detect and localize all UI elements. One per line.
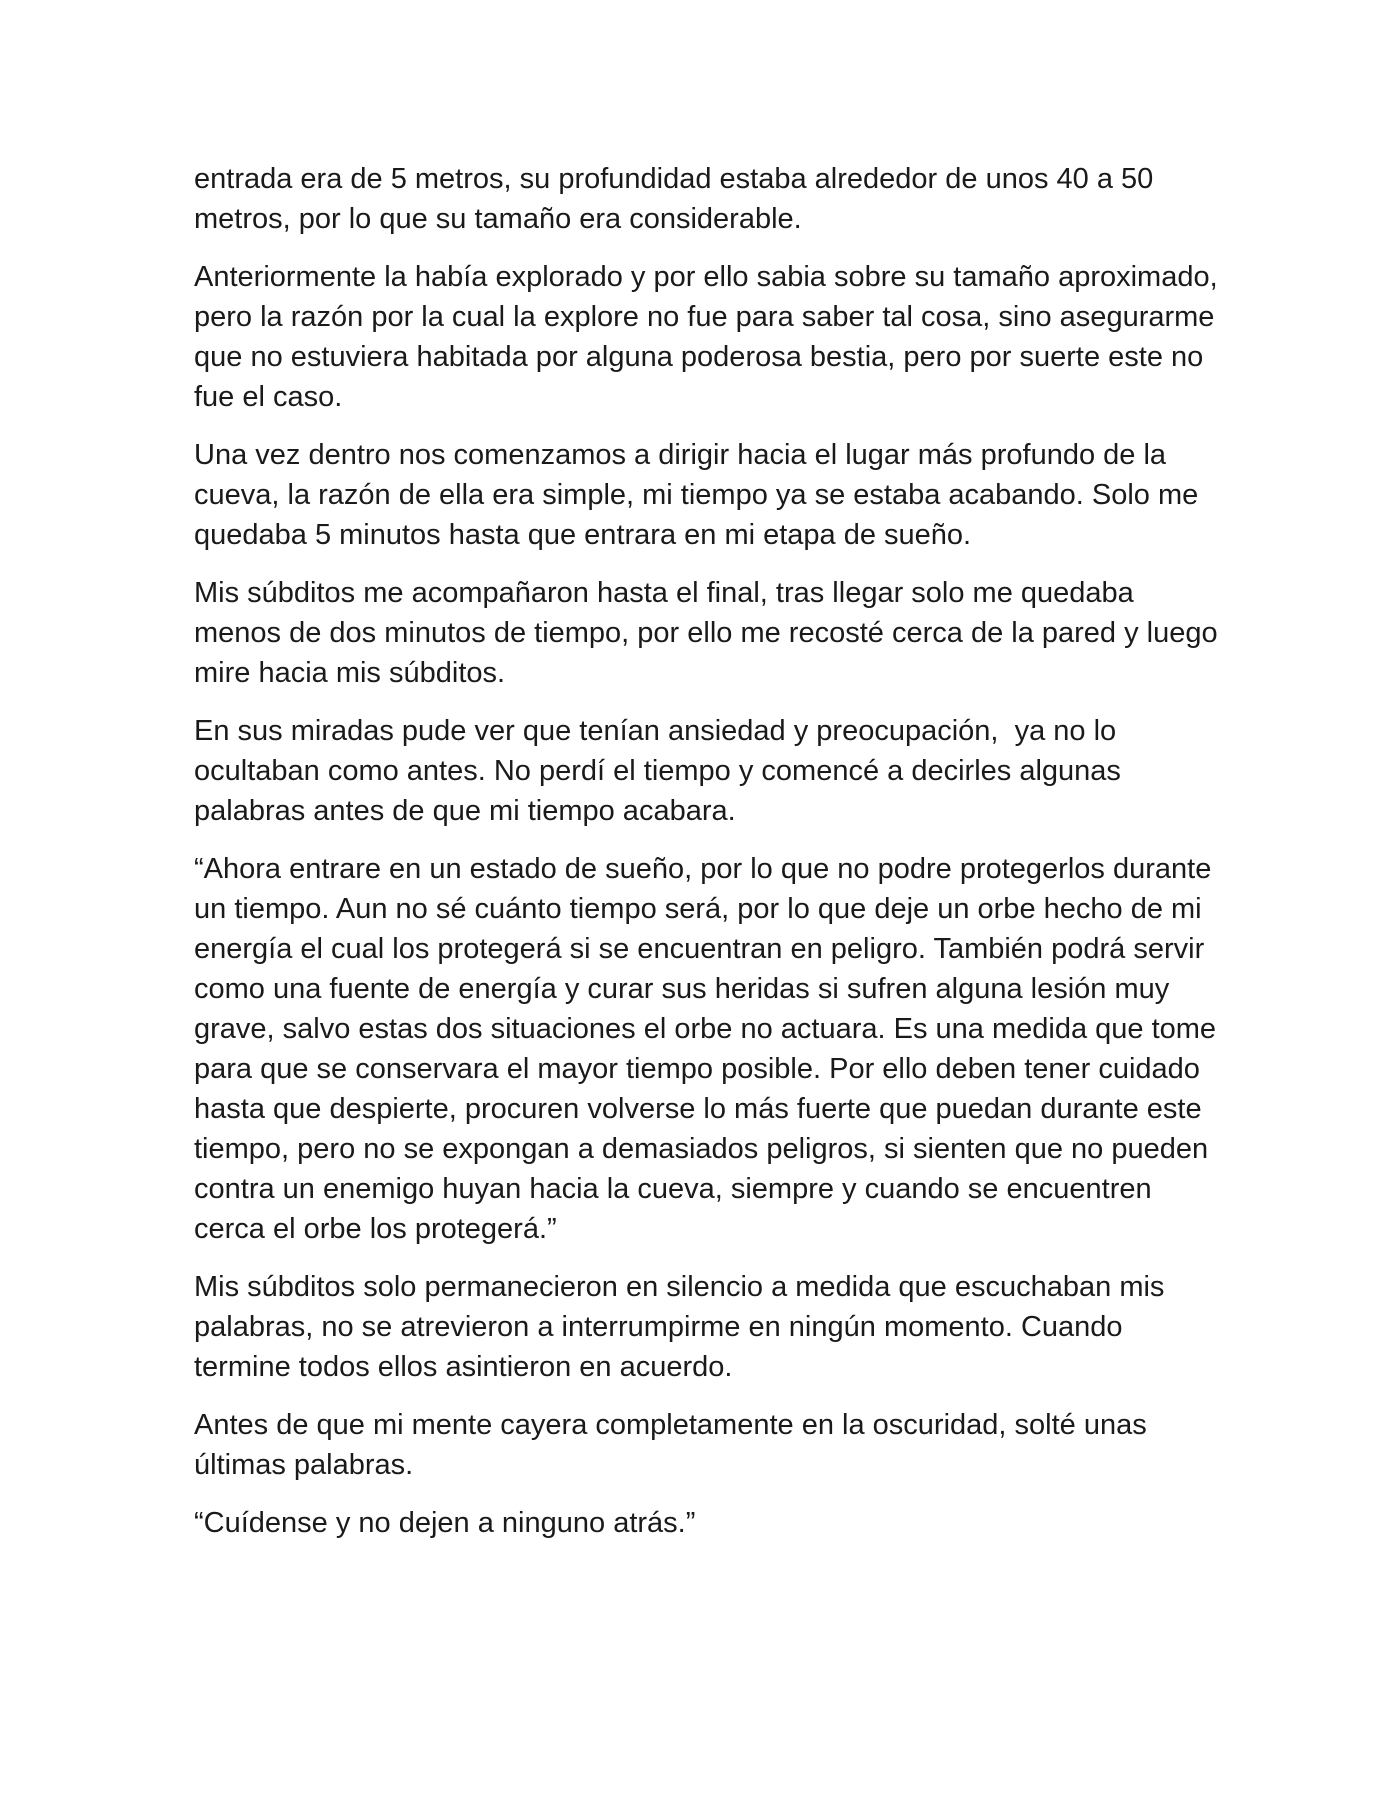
paragraph-6: “Ahora entrare en un estado de sueño, por lo que no podre protegerlos durante un tiempo. Aun no sé cuánto tiempo será, por lo que deje un orbe hecho de mi energía el cual los protegerá si se encuentran en peligro. También podrá servir como una fuente de energía y curar sus heridas si sufren alguna lesión muy grave, salvo estas dos situaciones el orbe no actuara. Es una medida que tome para que se conservara el mayor tiempo posible. Por ello deben tener cuidado hasta que despierte, procuren volverse lo más fuerte que puedan durante este tiempo, pero no se expongan a demasiados peligros, si sienten que no pueden contra un enemigo huyan hacia la cueva, siempre y cuando se encuentren cerca el orbe los protegerá.” xyxy=(194,853,1225,1245)
paragraph-5: En sus miradas pude ver que tenían ansiedad y preocupación, ya no lo ocultaban como antes. No perdí el tiempo y comencé a decirles algunas palabras antes de que mi tiempo acabara. xyxy=(194,715,1129,827)
paragraph-1: entrada era de 5 metros, su profundidad estaba alrededor de unos 40 a 50 metros, por lo que su tamaño era considerable. xyxy=(194,163,1162,235)
document-body xyxy=(194,159,1224,1561)
paragraph-4: Mis súbditos me acompañaron hasta el final, tras llegar solo me quedaba menos de dos minutos de tiempo, por ello me recosté cerca de la pared y luego mire hacia mis súbditos. xyxy=(194,577,1226,689)
paragraph-9: “Cuídense y no dejen a ninguno atrás.” xyxy=(194,1507,696,1539)
paragraph-3: Una vez dentro nos comenzamos a dirigir hacia el lugar más profundo de la cueva, la razón de ella era simple, mi tiempo ya se estaba acabando. Solo me quedaba 5 minutos hasta que entrara en mi etapa de sueño. xyxy=(194,439,1207,551)
paragraph-2: Anteriormente la había explorado y por ello sabia sobre su tamaño aproximado, pero la razón por la cual la explore no fue para saber tal cosa, sino asegurarme que no estuviera habitada por alguna poderosa bestia, pero por suerte este no fue el caso. xyxy=(194,261,1226,413)
paragraph-8: Antes de que mi mente cayera completamente en la oscuridad, solté unas últimas palabras. xyxy=(194,1409,1155,1481)
paragraph-7: Mis súbditos solo permanecieron en silencio a medida que escuchaban mis palabras, no se atrevieron a interrumpirme en ningún momento. Cuando termine todos ellos asintieron en acuerdo. xyxy=(194,1271,1173,1383)
